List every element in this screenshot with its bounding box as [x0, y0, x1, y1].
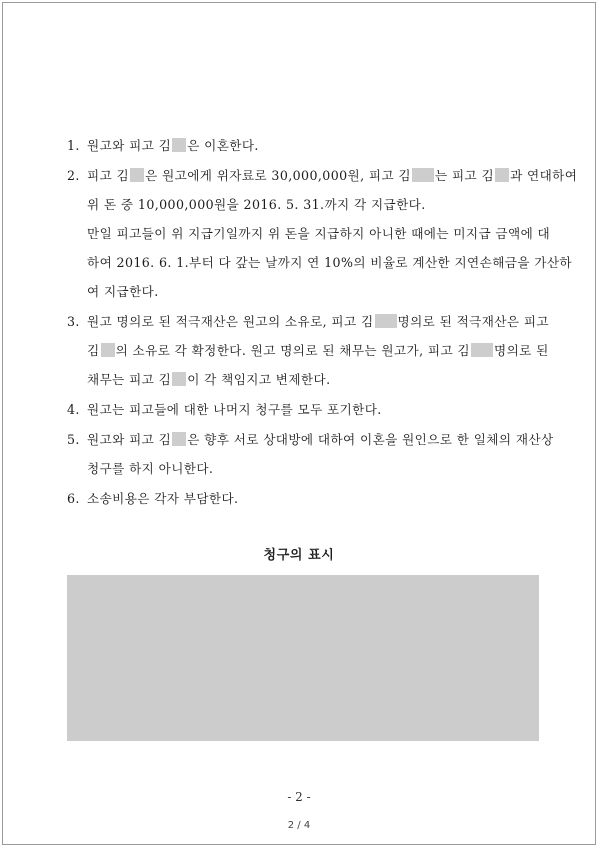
item-text: 김 — [87, 343, 100, 358]
item-text: 이 각 책임지고 변제한다. — [187, 372, 331, 387]
item-line — [87, 219, 557, 248]
item-text: 원고 명의로 된 적극재산은 원고의 소유로, 피고 김 — [87, 314, 374, 329]
item-text: 하여 2016. 6. 1.부터 다 갚는 날까지 연 10%의 비율로 계산한 지연손해금을 가산하 — [87, 255, 572, 270]
item-text: 과 연대하여 — [510, 168, 578, 183]
redaction-mark — [495, 168, 509, 182]
item-text: 여 지급한다. — [87, 284, 159, 299]
document-page — [2, 2, 596, 845]
list-item — [67, 161, 578, 306]
list-item — [67, 131, 557, 160]
settlement-items — [67, 131, 578, 514]
item-text: 위 돈 중 10,000,000원을 2016. 5. 31.까지 각 지급한다. — [87, 197, 426, 212]
item-text: 은 원고에게 위자료로 30,000,000원, 피고 김 — [145, 168, 411, 183]
item-line — [87, 190, 557, 219]
item-text: 원고는 피고들에 대한 나머지 청구를 모두 포기한다. — [87, 402, 382, 417]
item-number: 2. — [67, 168, 80, 183]
item-text: 의 소유로 각 확정한다. 원고 명의로 된 채무는 원고가, 피고 김 — [115, 343, 470, 358]
item-line — [87, 277, 557, 306]
redaction-mark — [172, 432, 186, 446]
list-item — [67, 307, 557, 394]
item-number: 4. — [67, 402, 80, 417]
item-line — [87, 484, 557, 513]
redaction-mark — [375, 314, 397, 328]
item-line — [87, 307, 557, 336]
redaction-mark — [172, 138, 186, 152]
item-number: 3. — [67, 314, 80, 329]
item-line — [87, 336, 557, 365]
redaction-mark — [412, 168, 434, 182]
item-text: 은 향후 서로 상대방에 대하여 이혼을 원인으로 한 일체의 재산상 — [187, 432, 554, 447]
section-title: 청구의 표시 — [263, 548, 335, 563]
item-text: 는 피고 김 — [435, 168, 495, 183]
item-text: 원고와 피고 김 — [87, 432, 172, 447]
item-number: 1. — [67, 138, 80, 153]
item-text: 은 이혼한다. — [187, 138, 259, 153]
item-number: 6. — [67, 491, 80, 506]
item-text: 피고 김 — [87, 168, 130, 183]
list-item — [67, 395, 557, 424]
sheet-number: 2 / 4 — [287, 820, 311, 831]
item-line — [87, 131, 557, 160]
list-item — [67, 425, 557, 483]
list-item — [67, 484, 557, 513]
item-line — [87, 454, 557, 483]
item-line — [87, 365, 557, 394]
item-line — [87, 248, 572, 277]
item-text: 소송비용은 각자 부담한다. — [87, 491, 239, 506]
item-line — [87, 395, 557, 424]
item-text: 명의로 된 적극재산은 피고 — [397, 314, 549, 329]
item-number: 5. — [67, 432, 80, 447]
redaction-mark — [172, 372, 186, 386]
item-text: 만일 피고들이 위 지급기일까지 위 돈을 지급하지 아니한 때에는 미지급 금액에 대 — [87, 226, 551, 241]
item-line — [87, 425, 557, 454]
item-line — [87, 161, 578, 190]
page-number: - 2 - — [287, 790, 311, 804]
item-text: 채무는 피고 김 — [87, 372, 172, 387]
redaction-mark — [101, 343, 115, 357]
item-text: 청구를 하지 아니한다. — [87, 461, 214, 476]
redaction-mark — [471, 343, 493, 357]
item-text: 원고와 피고 김 — [87, 138, 172, 153]
item-text: 명의로 된 — [494, 343, 549, 358]
redaction-mark — [130, 168, 144, 182]
redacted-claim-block — [67, 575, 539, 741]
